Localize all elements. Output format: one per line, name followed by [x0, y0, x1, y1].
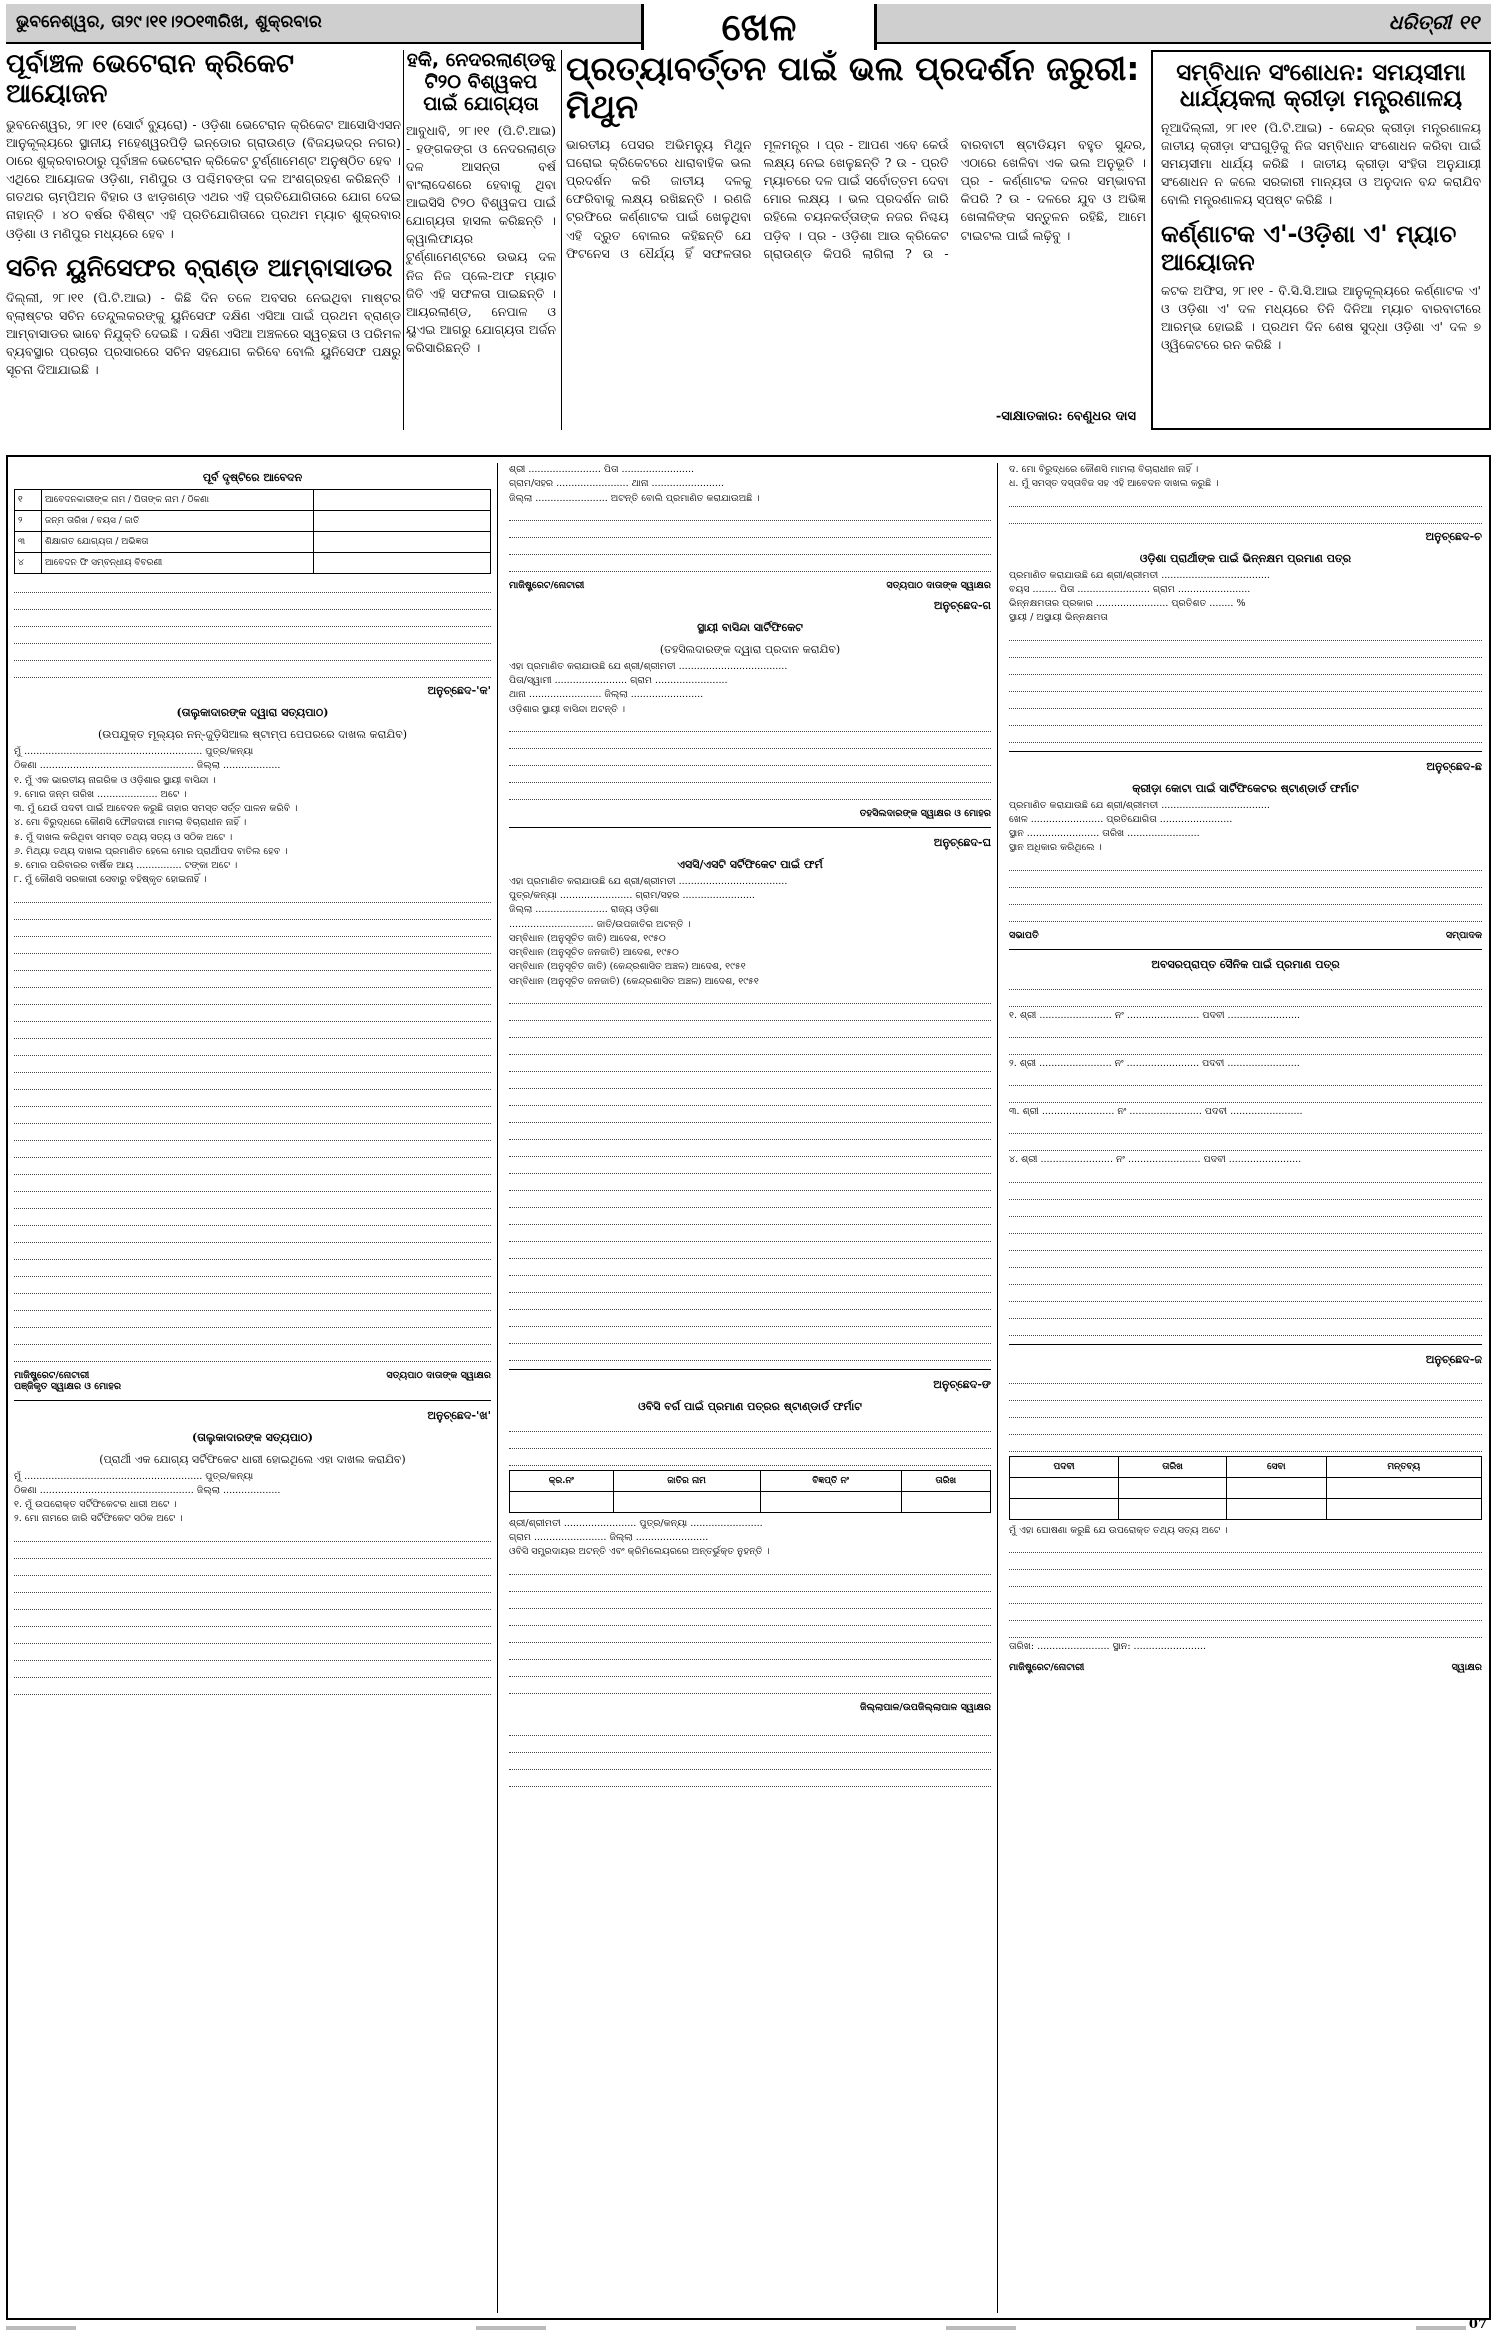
annexure-label: ଅନୁଚ୍ଛେଦ-ଜ [1425, 1352, 1482, 1366]
form-line: ୨. ଶ୍ରୀ ........................ ନଂ ........................ ପଦବୀ ........................ [1009, 1057, 1300, 1069]
form-line: ପୁତ୍ର/କନ୍ୟା ........................ ଗ୍ରାମ/ସହର ........................ [509, 890, 755, 901]
blank-line [14, 1092, 491, 1107]
blank-line [1009, 1270, 1482, 1285]
blank-line [14, 1347, 491, 1362]
blank-line [1009, 643, 1482, 658]
blank-line [509, 1142, 991, 1157]
signature-label: ସମ୍ପାଦକ [1445, 929, 1482, 941]
blank-line [509, 1125, 991, 1140]
table-header: ତାରିଖ [1119, 1456, 1227, 1477]
blank-line [14, 1058, 491, 1073]
story-body: ନୂଆଦିଲ୍ଲୀ, ୨୮।୧୧ (ପି.ଟି.ଆଇ) - କେନ୍ଦ୍ର କ୍ରୀଡ଼ା ମନ୍ତ୍ରଣାଳୟ ଜାତୀୟ କ୍ରୀଡ଼ା ସଂଘଗୁଡ଼ିକୁ ନିଜ ସମ୍ବିଧାନ ସଂଶୋଧନ କରିବା ପାଇଁ ସମୟସୀମା ଧାର୍ଯ୍ୟ କରିଛି । ଜାତୀୟ କ୍ରୀଡ଼ା ସଂହିତା ଅନୁଯାୟୀ ସଂଶୋଧନ ନ କଲେ ସରକାରୀ ମାନ୍ୟତା ଓ ଅନୁଦାନ ବନ୍ଦ କରାଯିବ ବୋଲି ମନ୍ତ୍ରଣାଳୟ ସ୍ପଷ୍ଟ କରିଛି । [1161, 119, 1481, 208]
blank-line [1009, 1168, 1482, 1183]
signature-label: ଜିଲ୍ଲାପାଳ/ଉପଜିଲ୍ଲାପାଳ ସ୍ୱାକ୍ଷର [860, 1701, 991, 1713]
blank-line [1009, 492, 1482, 507]
form-line: ପ୍ରମାଣିତ କରାଯାଉଛି ଯେ ଶ୍ରୀ/ଶ୍ରୀମତୀ .................................... [1009, 799, 1270, 811]
table-header: ପଦବୀ [1010, 1456, 1119, 1477]
blank-line [1009, 1040, 1482, 1055]
blank-line [14, 1160, 491, 1175]
annexure-label: ଅନୁଚ୍ଛେଦ-ଙ [933, 1377, 991, 1391]
blank-line [1009, 1589, 1482, 1604]
form-title: (ତାଲୁକାଦାରଙ୍କ ସତ୍ୟପାଠ) [191, 1430, 313, 1444]
blank-line [1009, 1555, 1482, 1570]
story-subheadline: କର୍ଣ୍ଣାଟକ ଏ'-ଓଡ଼ିଶା ଏ' ମ୍ୟାଚ ଆୟୋଜନ [1161, 219, 1457, 276]
masthead [6, 4, 1491, 49]
story-veteran-cricket [6, 50, 401, 430]
form-line: ............................ ଜାତି/ଉପଜାତିର ଅଟନ୍ତି । [509, 918, 691, 930]
blank-line [1009, 1572, 1482, 1587]
form-line: ଖେଳ ........................ ପ୍ରତିଯୋଗିତା ........................ [1009, 813, 1233, 825]
table-row: ଆବେଦନ ଫି ସମ୍ବନ୍ଧୀୟ ବିବରଣୀ [42, 553, 314, 574]
form-line: ଦ. ମୋ ବିରୁଦ୍ଧରେ କୌଣସି ମାମଲା ବିଚାରାଧୀନ ନାହିଁ । [1009, 464, 1199, 475]
recruitment-notice [6, 455, 1491, 2320]
blank-line [14, 1629, 491, 1644]
blank-line [14, 595, 491, 610]
blank-line [509, 1057, 991, 1072]
table-header: ସେବା [1227, 1456, 1327, 1477]
story-subbody: ଦିଲ୍ଲୀ, ୨୮।୧୧ (ପି.ଟି.ଆଇ) - କିଛି ଦିନ ତଳେ ଅବସର ନେଇଥିବା ମାଷ୍ଟର ବ୍ଲାଷ୍ଟର ସଚିନ ତେନ୍ଦୁଲକରଙ୍କୁ ୟୁନିସେଫ ଦକ୍ଷିଣ ଏସିଆ ପାଇଁ ପ୍ରଥମ ବ୍ରାଣ୍ଡ ଆମ୍ବାସାଡର ଭାବେ ନିଯୁକ୍ତି ଦେଇଛି । ଦକ୍ଷିଣ ଏସିଆ ଅଞ୍ଚଳରେ ସ୍ୱଚ୍ଛତା ଓ ପରିମଳ ବ୍ୟବସ୍ଥାର ପ୍ରଚାର ପ୍ରସାରରେ ସଚିନ ସହଯୋଗ କରିବେ ବୋଲି ୟୁନିସେଫ ପକ୍ଷରୁ ସୂଚନା ଦିଆଯାଇଛି । [6, 289, 401, 378]
form-title: ଓଡ଼ିଶା ପ୍ରାର୍ଥୀଙ୍କ ପାଇଁ ଭିନ୍ନକ୍ଷମ ପ୍ରମାଣ ପତ୍ର [1139, 551, 1352, 565]
blank-line [1009, 992, 1482, 1007]
page-number: 07 [1468, 2317, 1487, 2332]
blank-line [509, 1091, 991, 1106]
blank-line [14, 1279, 491, 1294]
blank-line [509, 1738, 991, 1753]
form-line: ୮. ମୁଁ କୌଣସି ସରକାରୀ ସେବାରୁ ବହିଷ୍କୃତ ହୋଇନାହିଁ । [14, 874, 207, 886]
obc-table [509, 1470, 991, 1513]
form-line: ଠିକଣା ................................................... ଜିଲ୍ଲା ................... [14, 1484, 281, 1496]
form-line: ଥାନା ........................ ଜିଲ୍ଲା ........................ [509, 689, 704, 701]
blank-line [509, 1244, 991, 1259]
blank-line [14, 939, 491, 954]
form-line: ୪. ଶ୍ରୀ ........................ ନଂ ........................ ପଦବୀ ........................ [1009, 1154, 1302, 1166]
signature-label: ପଞ୍ଜିକୃତ ସ୍ୱାକ୍ଷର ଓ ମୋହର [14, 1380, 122, 1392]
story-body: ଭାରତୀୟ ପେସର ଅଭିମନ୍ୟୁ ମିଥୁନ ଘରୋଇ କ୍ରିକେଟରେ ଧାରାବାହିକ ଭଲ ପ୍ରଦର୍ଶନ କରି ଜାତୀୟ ଦଳକୁ ଫେରିବାକୁ ଲକ୍ଷ୍ୟ ରଖିଛନ୍ତି । ରଣଜି ଟ୍ରଫିରେ କର୍ଣ୍ଣାଟକ ପାଇଁ ଖେଳୁଥିବା ଏହି ଦ୍ରୁତ ବୋଲର କହିଛନ୍ତି ଯେ ଫିଟନେସ ଓ ଧୈର୍ଯ୍ୟ ହିଁ ସଫଳତାର ମୂଳମନ୍ତ୍ର । ପ୍ର - ଆପଣ ଏବେ କେଉଁ ଲକ୍ଷ୍ୟ ନେଇ ଖେଳୁଛନ୍ତି ? ଉ - ପ୍ରତି ମ୍ୟାଚରେ ଦଳ ପାଇଁ ସର୍ବୋତ୍ତମ ଦେବା ମୋର ଲକ୍ଷ୍ୟ । ଭଲ ପ୍ରଦର୍ଶନ ଜାରି ରହିଲେ ଚୟନକର୍ତ୍ତାଙ୍କ ନଜର ନିଶ୍ଚୟ ପଡ଼ିବ । ପ୍ର - ଓଡ଼ିଶା ଆଉ କ୍ରିକେଟ ଗ୍ରାଉଣ୍ଡ କିପରି ଲାଗିଲା ? ଉ - ବାରବାଟୀ ଷ୍ଟାଡିୟମ ବହୁତ ସୁନ୍ଦର, ଏଠାରେ ଖେଳିବା ଏକ ଭଲ ଅନୁଭୂତି । ପ୍ର - କର୍ଣ୍ଣାଟକ ଦଳର ସମ୍ଭାବନା କିପରି ? ଉ - ଦଳରେ ଯୁବ ଓ ଅଭିଜ୍ଞ ଖେଳାଳିଙ୍କ ସନ୍ତୁଳନ ରହିଛି, ଆମେ ଟାଇଟଲ ପାଇଁ ଲଢ଼ିବୁ । [566, 136, 1146, 261]
blank-line [14, 629, 491, 644]
blank-line [14, 990, 491, 1005]
blank-line [1009, 856, 1482, 871]
blank-line [509, 1108, 991, 1123]
story-subbody: କଟକ ଅଫିସ, ୨୮।୧୧ - ବି.ସି.ସି.ଆଇ ଆନୁକୂଲ୍ୟରେ କର୍ଣ୍ଣାଟକ ଏ' ଓ ଓଡ଼ିଶା ଏ' ଦଳ ମଧ୍ୟରେ ତିନି ଦିନିଆ ମ୍ୟାଚ ବାରବାଟୀରେ ଆରମ୍ଭ ହୋଇଛି । ପ୍ରଥମ ଦିନ ଶେଷ ସୁଦ୍ଧା ଓଡ଼ିଶା ଏ' ଦଳ ୭ ଓ୍ୱିକେଟରେ ରନ କରିଛି । [1161, 282, 1481, 352]
blank-line [509, 1023, 991, 1038]
table-header: ବିଜ୍ଞପ୍ତି ନଂ [760, 1470, 901, 1491]
table-header: ଜାତିର ନାମ [613, 1470, 760, 1491]
blank-line [509, 1645, 991, 1660]
blank-line [1009, 1136, 1482, 1151]
form-line: ମୁଁ ........................................................... ପୁତ୍ର/କନ୍ୟା [14, 1470, 254, 1482]
blank-line [14, 1262, 491, 1277]
blank-line [14, 1595, 491, 1610]
section-title: ଖେଳ [721, 4, 797, 49]
blank-line [1009, 626, 1482, 641]
blank-line [14, 1561, 491, 1576]
form-line: ୧. ମୁଁ ଉପରୋକ୍ତ ସର୍ଟିଫିକେଟର ଧାରୀ ଅଟେ । [14, 1499, 177, 1510]
blank-line [1009, 1236, 1482, 1251]
blank-line [509, 1295, 991, 1310]
blank-line [1009, 509, 1482, 524]
form-line: ଗ୍ରାମ ........................ ଜିଲ୍ଲା ........................ [509, 1532, 709, 1543]
blank-line [14, 1075, 491, 1090]
blank-line [509, 785, 991, 800]
form-line: ୬. ମିଥ୍ୟା ତଥ୍ୟ ଦାଖଲ ପ୍ରମାଣିତ ହେଲେ ମୋର ପ୍ରାର୍ଥୀପଦ ବାତିଲ ହେବ । [14, 845, 288, 857]
annexure-label: ଅନୁଚ୍ଛେଦ-ଗ [933, 598, 991, 612]
blank-line [509, 1577, 991, 1592]
form-line: ମୁଁ ........................................................... ପୁତ୍ର/କନ୍ୟା [14, 746, 254, 757]
form-title: ଓବିସି ବର୍ଗ ପାଇଁ ପ୍ରମାଣ ପତ୍ରର ଷ୍ଟାଣ୍ଡାର୍ଡ ଫର୍ମାଟ [638, 1399, 862, 1413]
blank-line [1009, 1287, 1482, 1302]
form-line: ୧. ମୁଁ ଏକ ଭାରତୀୟ ନାଗରିକ ଓ ଓଡ଼ିଶାର ସ୍ଥାୟୀ ବାସିନ୍ଦା । [14, 774, 216, 786]
blank-line [509, 734, 991, 749]
blank-line [14, 1177, 491, 1192]
blank-line [14, 1663, 491, 1678]
blank-line [509, 1159, 991, 1174]
form-line: ଏହା ପ୍ରମାଣିତ କରାଯାଉଛି ଯେ ଶ୍ରୀ/ଶ୍ରୀମତୀ .................................... [509, 875, 788, 887]
blank-line [1009, 1386, 1482, 1401]
blank-line [14, 1578, 491, 1593]
blank-line [509, 1662, 991, 1677]
blank-line [509, 1560, 991, 1575]
story-headline: ସମ୍ବିଧାନ ସଂଶୋଧନ: ସମୟସୀମା ଧାର୍ଯ୍ୟକଲା କ୍ରୀଡ଼ା ମନ୍ତ୍ରଣାଳୟ [1176, 60, 1466, 113]
blank-line [14, 1330, 491, 1345]
form-line: ଧ. ମୁଁ ସମସ୍ତ ଦସ୍ତାବିଜ ସହ ଏହି ଆବେଦନ ଦାଖଲ କରୁଛି । [1009, 478, 1219, 490]
signature-row [509, 1702, 991, 1713]
footer-bar [6, 2326, 1466, 2330]
blank-line [14, 663, 491, 678]
blank-line [14, 1126, 491, 1141]
blank-line [509, 1721, 991, 1736]
form-line: ସ୍ଥାୟୀ / ଅସ୍ଥାୟୀ ଭିନ୍ନକ୍ଷମତା [1009, 612, 1108, 624]
blank-line [509, 1074, 991, 1089]
form-line: ସ୍ଥାନ ........................ ତାରିଖ ........................ [1009, 828, 1200, 839]
signature-label: ମାଜିଷ୍ଟ୍ରେଟ/ନୋଟାରୀ [1009, 1662, 1085, 1673]
blank-line [1009, 907, 1482, 922]
blank-line [14, 1313, 491, 1328]
blank-line [1009, 1538, 1482, 1553]
blank-line [1009, 1321, 1482, 1336]
form-subtitle: (ପ୍ରାର୍ଥୀ ଏକ ଯୋଗ୍ୟ ସର୍ଟିଫିକେଟ ଧାରୀ ହୋଇଥିଲେ ଏହା ଦାଖଲ କରାଯିବ) [99, 1452, 406, 1466]
form-line: ୫. ମୁଁ ଦାଖଲ କରିଥିବା ସମସ୍ତ ତଥ୍ୟ ସତ୍ୟ ଓ ସଠିକ ଅଟେ । [14, 831, 233, 843]
annexure-label: ଅନୁଚ୍ଛେଦ-'କ' [427, 684, 491, 697]
form-subtitle: (ଉପଯୁକ୍ତ ମୂଲ୍ୟର ନନ୍-ଜୁଡ଼ିସିଆଲ ଷ୍ଟାମ୍ପ ପେପରରେ ଦାଖଲ କରାଯିବ) [97, 728, 408, 741]
form-line: ପିତା/ସ୍ୱାମୀ ........................ ଗ୍ରାମ ........................ [509, 675, 728, 686]
blank-line [14, 1544, 491, 1559]
form-line: ଶ୍ରୀ ........................ ପିତା ........................ [509, 464, 695, 475]
blank-line [509, 1040, 991, 1055]
blank-line [509, 1193, 991, 1208]
form-line: ୪. ମୋ ବିରୁଦ୍ଧରେ କୌଣସି ଫୌଜଦାରୀ ମାମଲା ବିଚାରାଧୀନ ନାହିଁ । [14, 817, 247, 829]
blank-line [509, 1417, 991, 1432]
signature-label: ସଭାପତି [1009, 929, 1039, 941]
form-line: ଏହା ପ୍ରମାଣିତ କରାଯାଉଛି ଯେ ଶ୍ରୀ/ଶ୍ରୀମତୀ .................................... [509, 660, 788, 672]
blank-line [14, 905, 491, 920]
signature-label: ତହସିଲଦାରଙ୍କ ସ୍ୱାକ୍ଷର ଓ ମୋହର [859, 807, 991, 819]
blank-line [14, 1211, 491, 1226]
blank-line [509, 1772, 991, 1787]
blank-line [14, 1296, 491, 1311]
signature-row [14, 1370, 491, 1392]
story-t20-qualify [406, 50, 556, 430]
form-line: ଠିକଣା ................................................... ଜିଲ୍ଲା ................... [14, 760, 281, 772]
blank-line [1009, 1185, 1482, 1200]
blank-line [14, 956, 491, 971]
story-headline: ହକି, ନେଦରଲାଣ୍ଡକୁ ଟି୨୦ ବିଶ୍ୱକପ ପାଇଁ ଯୋଗ୍ୟତା [406, 50, 556, 115]
blank-line [509, 1434, 991, 1449]
blank-line [509, 1210, 991, 1225]
annexure-label: ଅନୁଚ୍ଛେଦ-ଚ [1425, 529, 1482, 543]
blank-line [509, 1312, 991, 1327]
story-byline: -ସାକ୍ଷାତକାର: ବେଣୁଧର ଦାସ [995, 409, 1136, 424]
service-table [1009, 1456, 1482, 1520]
form-line: ବୟସ ........ ପିତା ........................ ଗ୍ରାମ ........................ [1009, 583, 1251, 595]
form-line: ୨. ମୋର ଜନ୍ମ ତାରିଖ .................... ଅଟେ । [14, 788, 187, 800]
blank-line [1009, 873, 1482, 888]
form-line: ମୁଁ ଏହା ଘୋଷଣା କରୁଛି ଯେ ଉପରୋକ୍ତ ତଥ୍ୟ ସତ୍ୟ ଅଟେ । [1009, 1524, 1228, 1536]
signature-row [509, 580, 991, 591]
story-headline: ପୂର୍ବାଞ୍ଚଳ ଭେଟେରାନ କ୍ରିକେଟ ଆୟୋଜନ [6, 50, 294, 109]
notice-column-3 [1003, 463, 1488, 2313]
form-subtitle: (ତହସିଲଦାରଙ୍କ ଦ୍ୱାରା ପ୍ରଦାନ କରାଯିବ) [659, 642, 841, 656]
blank-line [509, 1451, 991, 1466]
blank-line [509, 751, 991, 766]
blank-line [1009, 1623, 1482, 1638]
blank-line [509, 1346, 991, 1361]
table-row: ଶିକ୍ଷାଗତ ଯୋଗ୍ୟତା / ଅଭିଜ୍ଞତା [42, 532, 314, 553]
annexure-label: ଅନୁଚ୍ଛେଦ-'ଖ' [427, 1408, 491, 1422]
story-mithun-interview [566, 50, 1146, 430]
signature-label: ସ୍ୱାକ୍ଷର [1451, 1662, 1482, 1673]
form-line: ସମ୍ବିଧାନ (ଅନୁସୂଚିତ ଜନଜାତି) (କେନ୍ଦ୍ରଶାସିତ ଅଞ୍ଚଳ) ଆଦେଶ, ୧୯୫୧ [509, 975, 759, 987]
form-title: ଅବସରପ୍ରାପ୍ତ ସୈନିକ ପାଇଁ ପ୍ରମାଣ ପତ୍ର [1151, 957, 1340, 971]
table-row: ଜନ୍ମ ତାରିଖ / ବୟସ / ଜାତି [42, 511, 314, 532]
blank-line [14, 1041, 491, 1056]
blank-line [1009, 1219, 1482, 1234]
blank-line [509, 540, 991, 555]
blank-line [1009, 1202, 1482, 1217]
blank-line [509, 1628, 991, 1643]
blank-line [14, 1680, 491, 1695]
form-line: ୩. ମୁଁ ଯେଉଁ ପଦବୀ ପାଇଁ ଆବେଦନ କରୁଛି ତାହାର ସମସ୍ତ ସର୍ତ୍ତ ପାଳନ କରିବି । [14, 803, 298, 814]
form-title: କ୍ରୀଡ଼ା କୋଟା ପାଇଁ ସାର୍ଟିଫିକେଟର ଷ୍ଟାଣ୍ଡାର୍ଡ ଫର୍ମାଟ [1132, 781, 1359, 795]
form-line: ସମ୍ବିଧାନ (ଅନୁସୂଚିତ ଜାତି) ଆଦେଶ, ୧୯୫୦ [509, 932, 666, 944]
applicant-table: ୧ ଆବେଦନକାରୀଙ୍କ ନାମ / ପିତାଙ୍କ ନାମ / ଠିକଣା ୨ ଜନ୍ମ ତାରିଖ / ବୟସ / ଜାତି ୩ ଶିକ୍ଷାଗତ ଯୋଗ୍ୟତା / ଅଭିଜ୍ଞତା ୪ ଆବେଦନ ଫି ସମ୍ବନ୍ଧୀୟ ବିବରଣୀ [14, 489, 491, 574]
blank-line [509, 1755, 991, 1770]
annexure-label: ଅନୁଚ୍ଛେଦ-ଛ [1426, 759, 1482, 773]
form-line: ଗ୍ରାମ/ସହର ........................ ଥାନା ........................ [509, 478, 725, 490]
table-header: ମନ୍ତବ୍ୟ [1326, 1456, 1481, 1477]
blank-line [509, 557, 991, 572]
blank-line [1009, 1253, 1482, 1268]
form-line: ୭. ମୋର ପରିବାରର ବାର୍ଷିକ ଆୟ ............... ଟଙ୍କା ଅଟେ । [14, 860, 238, 871]
dateline: ଭୁବନେଶ୍ୱର, ତା୨୯।୧୧।୨୦୧୩ରିଖ, ଶୁକ୍ରବାର [16, 12, 322, 32]
blank-line [1009, 1071, 1482, 1086]
section-title-box [641, 4, 877, 50]
notice-column-2 [503, 463, 998, 2313]
blank-line [14, 973, 491, 988]
blank-line [509, 1278, 991, 1293]
blank-line [509, 717, 991, 732]
blank-line [509, 523, 991, 538]
blank-line [1009, 1369, 1482, 1384]
blank-line [1009, 1420, 1482, 1435]
blank-line [509, 989, 991, 1004]
story-body: ଭୁବନେଶ୍ୱର, ୨୮।୧୧ (ସୋର୍ଟ ବ୍ୟୁରୋ) - ଓଡ଼ିଶା ଭେଟେରାନ କ୍ରିକେଟ ଆସୋସିଏସନ ଆନୁକୂଲ୍ୟରେ ସ୍ଥାନୀୟ ମହେଶ୍ୱରପିଡ଼ି ଇନ୍‌ଡୋର ଗ୍ରାଉଣ୍ଡ (ବିଜୟଭଦ୍ର ନଗର) ଠାରେ ଶୁକ୍ରବାରଠାରୁ ପୂର୍ବାଞ୍ଚଳ ଭେଟେରାନ କ୍ରିକେଟ ଟୁର୍ଣ୍ଣାମେଣ୍ଟ ଅନୁଷ୍ଠିତ ହେବ । ଏଥିରେ ଆୟୋଜକ ଓଡ଼ିଶା, ମଣିପୁର ଓ ପଶ୍ଚିମବଙ୍ଗ ଦଳ ଅଂଶଗ୍ରହଣ କରିଛନ୍ତି । ଗତଥର ଚାମ୍ପିଅନ ବିହାର ଓ ଝାଡ଼ଖଣ୍ଡ ଏଥର ଏହି ପ୍ରତିଯୋଗିତାରେ ଯୋଗ ଦେଇ ନାହାନ୍ତି । ୪୦ ବର୍ଷର ବିଶିଷ୍ଟ ଏହି ପ୍ରତିଯୋଗିତାରେ ପ୍ରଥମ ମ୍ୟାଚ ଶୁକ୍ରବାର ଓଡ଼ିଶା ଓ ମଣିପୁର ମଧ୍ୟରେ ହେବ । [6, 116, 401, 241]
annexure-label: ଅନୁଚ୍ଛେଦ-ଘ [933, 835, 991, 849]
blank-line [509, 1227, 991, 1242]
form-line: ସ୍ଥାନ ଅଧିକାର କରିଥିଲେ । [1009, 842, 1102, 854]
blank-line [14, 888, 491, 903]
form-line: ଶ୍ରୀ/ଶ୍ରୀମତୀ ........................ ପୁତ୍ର/କନ୍ୟା ........................ [509, 1517, 763, 1529]
blank-line [14, 1527, 491, 1542]
form-line: ଓବିସି ସମ୍ପ୍ରଦାୟର ଅଟନ୍ତି ଏବଂ କ୍ରିମିଲେୟରରେ ଅନ୍ତର୍ଭୁକ୍ତ ନୁହନ୍ତି । [509, 1546, 770, 1558]
signature-label: ସତ୍ୟପାଠ ଦାତାଙ୍କ ସ୍ୱାକ୍ଷର [386, 1369, 491, 1381]
top-news-section [6, 50, 1491, 440]
blank-line [14, 1194, 491, 1209]
blank-line [509, 1006, 991, 1021]
column-rule [403, 50, 404, 430]
blank-line [509, 1611, 991, 1626]
blank-line [14, 578, 491, 593]
form-title: ଏସସି/ଏସଟି ସର୍ଟିଫିକେଟ ପାଇଁ ଫର୍ମ [677, 857, 823, 871]
form-line: ସମ୍ବିଧାନ (ଅନୁସୂଚିତ ଜାତି) (କେନ୍ଦ୍ରଶାସିତ ଅଞ୍ଚଳ) ଆଦେଶ, ୧୯୫୧ [509, 961, 746, 973]
blank-line [509, 1679, 991, 1694]
story-headline: ପ୍ରତ୍ୟାବର୍ତ୍ତନ ପାଇଁ ଭଲ ପ୍ରଦର୍ଶନ ଜରୁରୀ: ମିଥୁନ [566, 50, 1140, 126]
signature-label: ମାଜିଷ୍ଟ୍ରେଟ/ନୋଟାରୀ [509, 579, 585, 591]
blank-line [1009, 1304, 1482, 1319]
table-header: କ୍ର.ନଂ [510, 1470, 614, 1491]
blank-line [509, 1594, 991, 1609]
blank-line [509, 1329, 991, 1344]
form-line: ଭିନ୍ନକ୍ଷମତାର ପ୍ରକାର ........................ ପ୍ରତିଶତ ........ % [1009, 598, 1246, 609]
blank-line [14, 1646, 491, 1661]
blank-line [1009, 1119, 1482, 1134]
blank-line [1009, 1403, 1482, 1418]
blank-line [1009, 975, 1482, 990]
story-body: ଆବୁଧାବି, ୨୮।୧୧ (ପି.ଟି.ଆଇ) - ହଙ୍ଗକଙ୍ଗ ଓ ନେଦରଲାଣ୍ଡ ଦଳ ଆସନ୍ତା ବର୍ଷ ବାଂଲାଦେଶରେ ହେବାକୁ ଥିବା ଆଇସିସି ଟି୨୦ ବିଶ୍ୱକପ ପାଇଁ ଯୋଗ୍ୟତା ହାସଲ କରିଛନ୍ତି । କ୍ୱାଲିଫାୟର ଟୁର୍ଣ୍ଣାମେଣ୍ଟରେ ଉଭୟ ଦଳ ନିଜ ନିଜ ପ୍ଲେ-ଅଫ ମ୍ୟାଚ ଜିତି ଏହି ସଫଳତା ପାଇଛନ୍ତି । ଆୟରଲାଣ୍ଡ, ନେପାଳ ଓ ୟୁଏଇ ଆଗରୁ ଯୋଗ୍ୟତା ଅର୍ଜନ କରିସାରିଛନ୍ତି । [406, 122, 556, 356]
blank-line [509, 768, 991, 783]
blank-line [1009, 660, 1482, 675]
form-line: ଜିଲ୍ଲା ........................ ଅଟନ୍ତି ବୋଲି ପ୍ରମାଣିତ କରାଯାଉଅଛି । [509, 492, 760, 504]
blank-line [1009, 694, 1482, 709]
notice-column-1 [8, 463, 498, 2313]
blank-line [1009, 1023, 1482, 1038]
blank-line [14, 612, 491, 627]
form-line: ୩. ଶ୍ରୀ ........................ ନଂ ........................ ପଦବୀ ........................ [1009, 1106, 1303, 1117]
blank-line [14, 646, 491, 661]
blank-line [14, 1143, 491, 1158]
blank-line [14, 1007, 491, 1022]
blank-line [14, 1245, 491, 1260]
signature-row [1009, 1662, 1482, 1673]
blank-line [1009, 1088, 1482, 1103]
form-line: ଓଡ଼ିଶାର ସ୍ଥାୟୀ ବାସିନ୍ଦା ଅଟନ୍ତି । [509, 703, 626, 715]
signature-row [1009, 930, 1482, 941]
blank-line [1009, 1606, 1482, 1621]
blank-line [14, 1024, 491, 1039]
newspaper-brand: ଧରିତ୍ରୀ ୧୧ [1388, 10, 1479, 34]
table-header: ତାରିଖ [901, 1470, 990, 1491]
form-line: ଜିଲ୍ଲା ........................ ରାଜ୍ୟ ଓଡ଼ିଶା [509, 904, 659, 916]
blank-line [1009, 1437, 1482, 1452]
form-line: ସମ୍ବିଧାନ (ଅନୁସୂଚିତ ଜନଜାତି) ଆଦେଶ, ୧୯୫୦ [509, 947, 679, 958]
signature-row [509, 808, 991, 819]
blank-line [509, 1176, 991, 1191]
blank-line [509, 506, 991, 521]
blank-line [14, 1109, 491, 1124]
blank-line [14, 922, 491, 937]
form-title: ପୂର୍ବ ଦୃଷ୍ଟିରେ ଆବେଦନ [202, 471, 303, 484]
blank-line [1009, 728, 1482, 743]
story-sports-ministry [1151, 50, 1491, 430]
form-title: (ତାଲୁକାଦାରଙ୍କ ଦ୍ୱାରା ସତ୍ୟପାଠ) [176, 706, 329, 719]
form-line: ତାରିଖ: ........................ ସ୍ଥାନ: ........................ [1009, 1640, 1207, 1652]
signature-label: ମାଜିଷ୍ଟ୍ରେଟ/ନୋଟାରୀ [14, 1369, 90, 1381]
form-title: ସ୍ଥାୟୀ ବାସିନ୍ଦା ସାର୍ଟିଫିକେଟ [697, 620, 803, 634]
story-subheadline: ସଚିନ ୟୁନିସେଫର ବ୍ରାଣ୍ଡ ଆମ୍ବାସାଡର [6, 252, 393, 282]
form-line: ପ୍ରମାଣିତ କରାଯାଉଛି ଯେ ଶ୍ରୀ/ଶ୍ରୀମତୀ .................................... [1009, 569, 1270, 581]
signature-label: ସତ୍ୟପାଠ ଦାତାଙ୍କ ସ୍ୱାକ୍ଷର [886, 579, 991, 591]
form-line: ୨. ମୋ ନାମରେ ଜାରି ସର୍ଟିଫିକେଟ ସଠିକ ଅଟେ । [14, 1513, 183, 1525]
blank-line [14, 1612, 491, 1627]
blank-line [1009, 677, 1482, 692]
blank-line [14, 1228, 491, 1243]
column-rule [561, 50, 562, 430]
blank-line [1009, 711, 1482, 726]
blank-line [509, 1261, 991, 1276]
form-line: ୧. ଶ୍ରୀ ........................ ନଂ ........................ ପଦବୀ ........................ [1009, 1009, 1301, 1021]
blank-line [1009, 890, 1482, 905]
table-row: ଆବେଦନକାରୀଙ୍କ ନାମ / ପିତାଙ୍କ ନାମ / ଠିକଣା [42, 490, 314, 511]
